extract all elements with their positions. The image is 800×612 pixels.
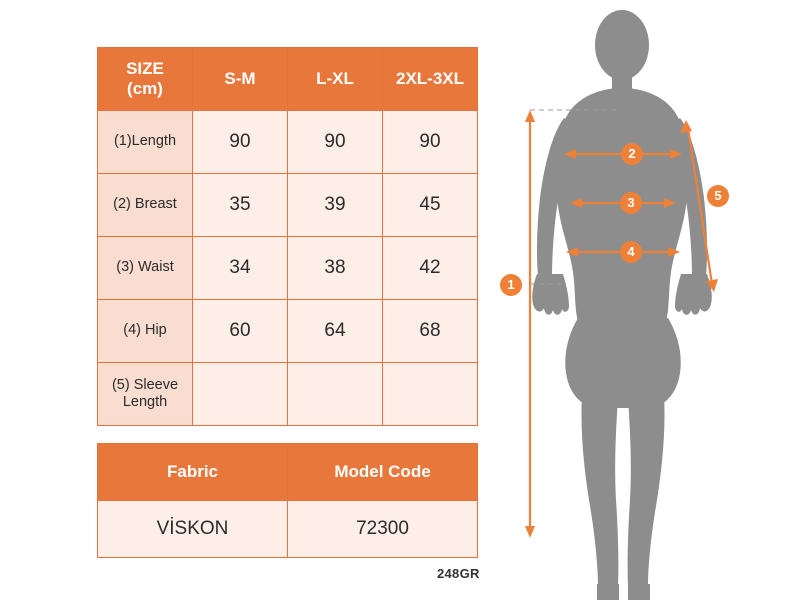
cell-length-sm: 90 [193,111,288,174]
row-label-breast: (2) Breast [98,174,193,237]
marker-1-length: 1 [500,274,522,296]
header-size-cm [98,48,193,111]
header-2xl-3xl: 2XL-3XL [383,48,478,111]
marker-5-sleeve-length: 5 [707,185,729,207]
table-row [98,174,478,237]
cell-waist-2xl3xl: 42 [383,237,478,300]
cell-sleeve-sm [193,363,288,426]
cell-sleeve-lxl [288,363,383,426]
value-fabric: VİSKON [98,501,288,558]
row-label-sleeve-length [98,363,193,426]
weight-code-note: 248GR [437,566,480,581]
cell-sleeve-2xl3xl [383,363,478,426]
cell-waist-sm: 34 [193,237,288,300]
female-silhouette-icon [500,0,800,612]
row-label-hip: (4) Hip [98,300,193,363]
table-row [98,237,478,300]
fabric-model-table [97,443,478,558]
cell-hip-2xl3xl: 68 [383,300,478,363]
row-label-sleeve-line1: (5) Sleeve [111,376,179,393]
cell-hip-sm: 60 [193,300,288,363]
cell-breast-2xl3xl: 45 [383,174,478,237]
fabric-value-row [98,501,478,558]
row-label-waist: (3) Waist [98,237,193,300]
fabric-header-row [98,444,478,501]
cell-length-2xl3xl: 90 [383,111,478,174]
table-row [98,111,478,174]
value-model-code: 72300 [288,501,478,558]
table-row [98,300,478,363]
cell-breast-sm: 35 [193,174,288,237]
size-table [97,47,478,426]
table-header-row [98,48,478,111]
header-model-code: Model Code [288,444,478,501]
cell-waist-lxl: 38 [288,237,383,300]
cell-hip-lxl: 64 [288,300,383,363]
row-label-length: (1)Length [98,111,193,174]
marker-4-hip: 4 [620,241,642,263]
header-size-line2: (cm) [127,79,163,98]
header-size-line1: SIZE [126,59,164,79]
marker-2-breast: 2 [621,143,643,165]
header-s-m: S-M [193,48,288,111]
model-figure [500,0,800,612]
cell-breast-lxl: 39 [288,174,383,237]
header-l-xl: L-XL [288,48,383,111]
header-fabric: Fabric [98,444,288,501]
table-row [98,363,478,426]
marker-3-waist: 3 [620,192,642,214]
row-label-sleeve-line2: Length [122,394,168,410]
cell-length-lxl: 90 [288,111,383,174]
